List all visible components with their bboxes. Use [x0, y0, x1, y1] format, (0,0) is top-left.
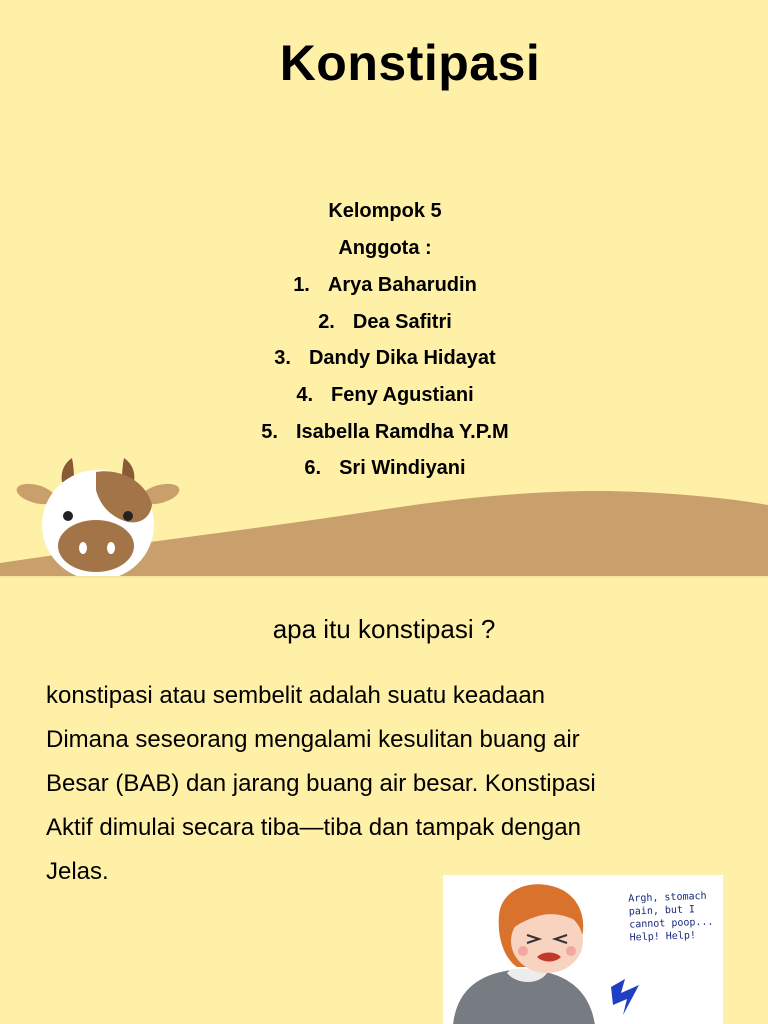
stomach-ache-illustration [443, 875, 723, 1024]
member-name: Isabella Ramdha Y.P.M [295, 421, 509, 443]
member-name: Dandy Dika Hidayat [308, 347, 496, 369]
members-heading: Anggota : [338, 237, 432, 259]
slide-subtitle: apa itu konstipasi ? [272, 614, 496, 644]
member-name: Arya Baharudin [327, 274, 477, 296]
definition-slide [0, 578, 768, 1024]
speech-line: cannot poop... [629, 916, 714, 931]
slide-title: Konstipasi [279, 35, 541, 91]
paragraph-line: Besar (BAB) dan jarang buang air besar. Konstipasi [46, 770, 596, 797]
member-number: 6. [304, 457, 322, 479]
speech-bubble-text [628, 889, 720, 944]
member-name: Feny Agustiani [331, 384, 474, 406]
member-item [0, 346, 768, 370]
member-name: Dea Safitri [352, 311, 452, 333]
speech-line: Help! Help! [629, 930, 697, 944]
paragraph-line: Aktif dimulai secara tiba—tiba dan tampak dengan [46, 814, 581, 841]
member-item [0, 420, 768, 444]
member-number: 4. [296, 384, 314, 406]
member-item [0, 456, 768, 480]
group-label: Kelompok 5 [328, 200, 442, 222]
speech-line: Argh, stomach [628, 890, 707, 905]
member-item [0, 273, 768, 297]
paragraph-line: konstipasi atau sembelit adalah suatu keadaan [46, 682, 546, 709]
member-item [0, 383, 768, 407]
speech-line: pain, but I [628, 904, 696, 918]
member-number: 1. [293, 274, 310, 296]
paragraph-line: Dimana seseorang mengalami kesulitan buang air [46, 726, 580, 753]
definition-paragraph [46, 674, 736, 894]
member-number: 2. [318, 311, 335, 333]
member-number: 5. [261, 421, 278, 443]
member-item [0, 310, 768, 334]
member-number: 3. [274, 347, 291, 369]
paragraph-line: Jelas. [46, 858, 109, 885]
member-name: Sri Windiyani [339, 457, 466, 479]
